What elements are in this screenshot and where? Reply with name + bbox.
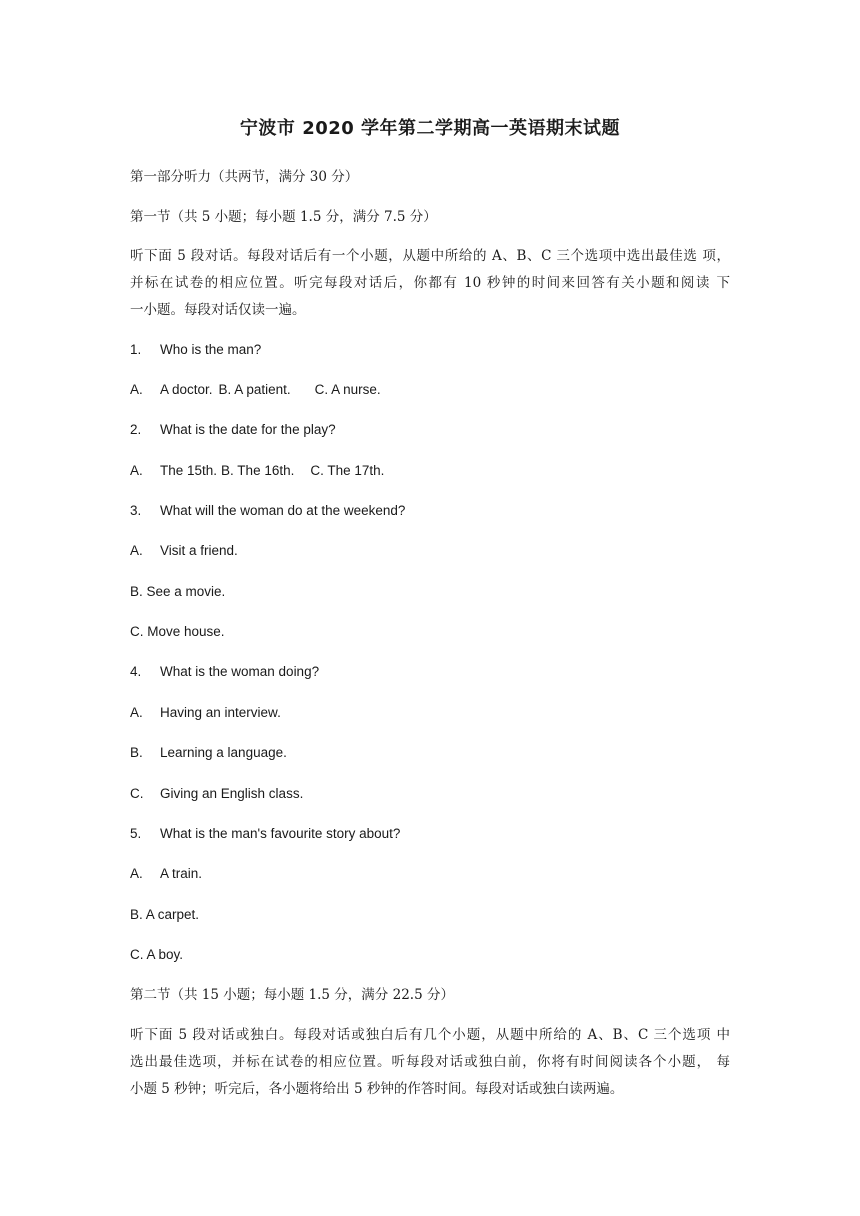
question-text: Who is the man? [160, 342, 262, 357]
instruction-line: 并标在试卷的相应位置。听完每段对话后，你都有 10 秒钟的时间来回答有关小题和阅读 下 [130, 275, 730, 291]
option-b: B. The 16th. [221, 463, 295, 478]
question-4 [130, 662, 730, 682]
instruction-line: 小题 5 秒钟；听完后，各小题将给出 5 秒钟的作答时间。每段对话或独白读两遍。 [130, 1081, 624, 1097]
option-c: C. The 17th. [310, 463, 385, 478]
question-number: 2. [130, 422, 142, 437]
instruction-line: 选出最佳选项，并标在试卷的相应位置。听每段对话或独白前，你将有时间阅读各个小题， 每 [130, 1054, 730, 1070]
question-2-options [130, 461, 730, 481]
question-text: What is the date for the play? [160, 422, 336, 437]
instruction-line: 一小题。每段对话仅读一遍。 [130, 302, 306, 318]
part1-heading: 第一部分听力（共两节，满分 30 分） [130, 169, 359, 185]
question-5-option-b: B. A carpet. [130, 907, 200, 922]
option-a: The 15th. [160, 463, 218, 478]
question-4-option-a [130, 703, 730, 723]
question-number: 4. [130, 664, 142, 679]
option-label: A. [130, 543, 143, 558]
instruction-line: 听下面 5 段对话。每段对话后有一个小题，从题中所给的 A、B、C 三个选项中选出最佳选 项， [130, 248, 730, 264]
question-5-option-a [130, 864, 730, 884]
question-3-option-c: C. Move house. [130, 624, 225, 639]
question-3 [130, 501, 730, 521]
option-label: A. [130, 866, 143, 881]
option-text: A train. [160, 866, 203, 881]
option-label: C. [130, 786, 144, 801]
section1-heading: 第一节（共 5 小题；每小题 1.5 分，满分 7.5 分） [130, 209, 437, 225]
option-c: C. A nurse. [314, 382, 381, 397]
option-label: B. [130, 745, 143, 760]
section1-instructions [130, 243, 730, 324]
option-text: Giving an English class. [160, 786, 304, 801]
question-text: What is the woman doing? [160, 664, 320, 679]
option-text: Learning a language. [160, 745, 287, 760]
question-5 [130, 824, 730, 844]
section2-instructions [130, 1022, 730, 1103]
section2-heading: 第二节（共 15 小题；每小题 1.5 分，满分 22.5 分） [130, 987, 454, 1003]
option-a: A doctor. [160, 382, 213, 397]
question-3-option-a [130, 541, 730, 561]
question-5-option-c: C. A boy. [130, 947, 184, 962]
page-title: 宁波市 2020 学年第二学期高一英语期末试题 [239, 118, 621, 139]
option-text: Visit a friend. [160, 543, 238, 558]
option-text: Having an interview. [160, 705, 281, 720]
option-label: A. [130, 382, 143, 397]
question-number: 5. [130, 826, 142, 841]
option-label: A. [130, 463, 143, 478]
question-number: 3. [130, 503, 142, 518]
question-1 [130, 340, 730, 360]
question-number: 1. [130, 342, 142, 357]
option-label: A. [130, 705, 143, 720]
question-2 [130, 420, 730, 440]
option-b: B. A patient. [218, 382, 291, 397]
question-1-options [130, 380, 730, 400]
instruction-line: 听下面 5 段对话或独白。每段对话或独白后有几个小题，从题中所给的 A、B、C 三个选项 中 [130, 1027, 730, 1043]
question-text: What is the man's favourite story about? [160, 826, 401, 841]
question-3-option-b: B. See a movie. [130, 584, 226, 599]
question-text: What will the woman do at the weekend? [160, 503, 406, 518]
question-4-option-c [130, 784, 730, 804]
question-4-option-b [130, 743, 730, 763]
